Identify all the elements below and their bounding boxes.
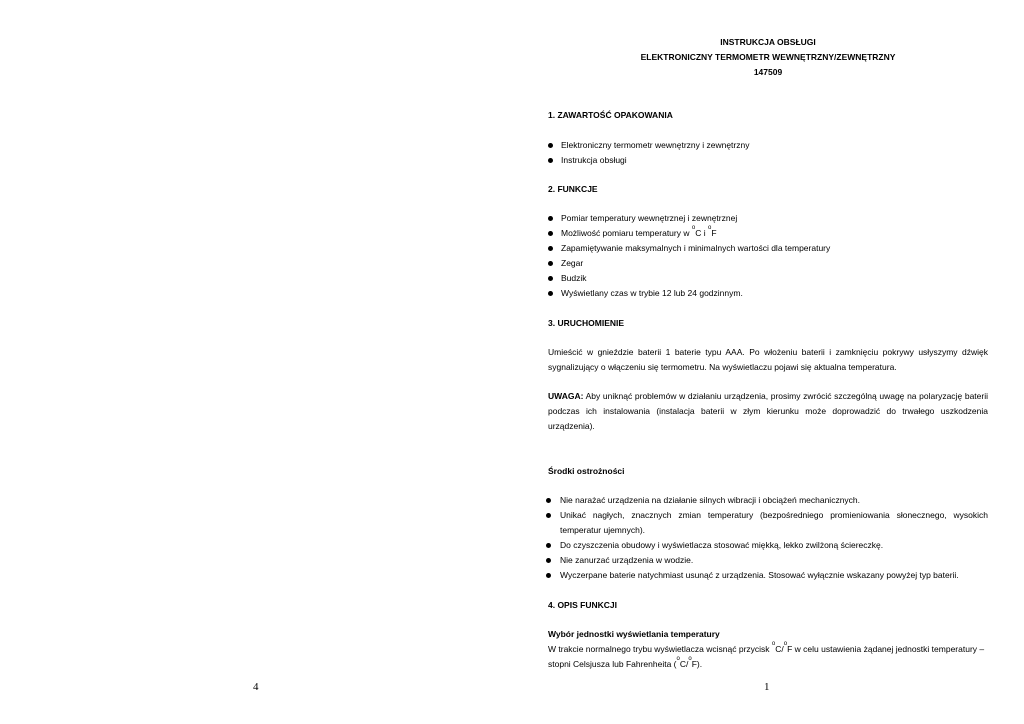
list-item: Do czyszczenia obudowy i wyświetlacza stosować miękką, lekko zwilżoną ściereczkę.: [546, 538, 988, 553]
warning-text: Aby uniknąć problemów w działaniu urządzenia, prosimy zwrócić szczególną uwagę na polaryzację baterii podczas ich instalowania (instalacja baterii w złym kierunku może doprowadzić do trwałego uszkodzenia urządzenia).: [548, 391, 988, 431]
section-3-paragraph: Umieścić w gnieździe baterii 1 baterie typu AAA. Po włożeniu baterii i zamknięciu pokrywy usłyszymy dźwięk sygnalizujący o włączeniu się termometru. Na wyświetlaczu pojawi się aktualna temperatura.: [548, 347, 988, 372]
bullet-icon: [546, 543, 551, 548]
list-item: Wyczerpane baterie natychmiast usunąć z urządzenia. Stosować wyłącznie wskazany powyżej typ baterii.: [546, 568, 988, 583]
bullet-icon: [548, 276, 553, 281]
bullet-icon: [546, 498, 551, 503]
bullet-icon: [546, 573, 551, 578]
section-2-title: 2. FUNKCJE: [548, 184, 598, 194]
list-item: Nie zanurzać urządzenia w wodzie.: [546, 553, 988, 568]
bullet-icon: [548, 261, 553, 266]
warning-label: UWAGA:: [548, 391, 584, 401]
list-item: Zegar: [548, 256, 988, 271]
list-item: Budzik: [548, 271, 988, 286]
warning-paragraph: [548, 389, 988, 434]
list-item: Zapamiętywanie maksymalnych i minimalnych wartości dla temperatury: [548, 241, 988, 256]
header-title: INSTRUKCJA OBSŁUGI: [720, 37, 816, 47]
bullet-icon: [546, 558, 551, 563]
section-3-title: 3. URUCHOMIENIE: [548, 318, 625, 328]
section-1-list: [548, 138, 988, 168]
bullet-icon: [548, 246, 553, 251]
header-code: 147509: [753, 67, 783, 77]
list-item: Możliwość pomiaru temperatury w $^o$C i $^o$F: [548, 226, 988, 241]
list-item: Instrukcja obsługi: [548, 153, 988, 168]
precautions-list: [546, 493, 988, 583]
bullet-icon: [548, 291, 553, 296]
bullet-icon: [548, 231, 553, 236]
section-1-title: 1. ZAWARTOŚĆ OPAKOWANIA: [548, 110, 673, 120]
bullet-icon: [548, 143, 553, 148]
document-header: [548, 35, 988, 80]
unit-selection-paragraph: W trakcie normalnego trybu wyświetlacza wcisnąć przycisk $^o$C/$^o$F w celu ustawienia żądanej jednostki temperatury – stopni Celsjusza lub Fahrenheita ($^o$C/$^o$F).: [548, 641, 985, 669]
bullet-icon: [548, 216, 553, 221]
page-number-right: 1: [764, 681, 770, 693]
list-item: Elektroniczny termometr wewnętrzny i zewnętrzny: [548, 138, 988, 153]
bullet-icon: [546, 513, 551, 518]
list-item: Pomiar temperatury wewnętrznej i zewnętrznej: [548, 211, 988, 226]
list-item: Unikać nagłych, znacznych zmian temperatury (bezpośredniego promieniowania słonecznego, wysokich temperatur ujemnych).: [546, 508, 988, 538]
list-item: Nie narażać urządzenia na działanie silnych wibracji i obciążeń mechanicznych.: [546, 493, 988, 508]
unit-selection-title: Wybór jednostki wyświetlania temperatury: [548, 629, 720, 639]
list-item: Wyświetlany czas w trybie 12 lub 24 godzinnym.: [548, 286, 988, 301]
section-4-title: 4. OPIS FUNKCJI: [548, 600, 617, 610]
bullet-icon: [548, 158, 553, 163]
header-product: ELEKTRONICZNY TERMOMETR WEWNĘTRZNY/ZEWNĘTRZNY: [640, 52, 896, 62]
section-2-list: [548, 211, 988, 301]
page-number-left: 4: [253, 681, 259, 693]
precautions-title: Środki ostrożności: [548, 466, 625, 476]
